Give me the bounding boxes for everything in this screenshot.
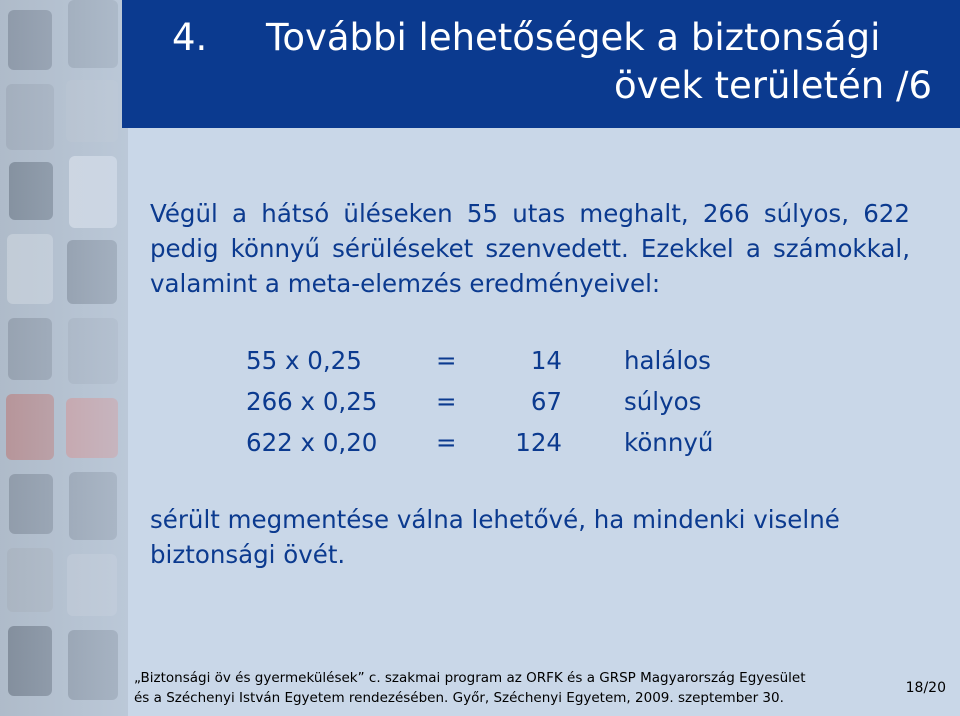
calc-equals: = [436, 428, 457, 457]
calc-expression: 55 x 0,25 [246, 346, 362, 375]
calc-label: halálos [624, 346, 711, 375]
calculation-row [246, 381, 766, 422]
calculation-row [246, 340, 766, 381]
calculation-row [246, 422, 766, 463]
title-number: 4. [172, 16, 208, 59]
calc-label: könnyű [624, 428, 714, 457]
title-line-1: További lehetőségek a biztonsági [266, 16, 881, 59]
conclusion-paragraph: sérült megmentése válna lehetővé, ha mindenki viselné biztonsági övét. [150, 505, 840, 569]
calc-result: 124 [515, 428, 562, 457]
footer-line-2: és a Széchenyi István Egyetem rendezésében. Győr, Széchenyi Egyetem, 2009. szeptember 30. [134, 690, 784, 706]
calc-result: 67 [530, 387, 562, 416]
title-line-2: övek területén /6 [614, 64, 932, 107]
page-number: 18/20 [905, 680, 946, 696]
calc-equals: = [436, 346, 457, 375]
calc-result: 14 [530, 346, 562, 375]
calc-expression: 622 x 0,20 [246, 428, 378, 457]
slide-content [150, 196, 910, 569]
calculation-table [246, 340, 766, 463]
calc-equals: = [436, 387, 457, 416]
intro-paragraph: Végül a hátsó üléseken 55 utas meghalt, 266 súlyos, 622 pedig könnyű sérüléseket szenvedett. Ezekkel a számokkal, valamint a meta-elemzés eredményeivel: [150, 199, 910, 298]
traffic-photo-strip [0, 0, 128, 716]
slide-footer [134, 668, 806, 708]
calc-expression: 266 x 0,25 [246, 387, 378, 416]
footer-line-1: „Biztonsági öv és gyermekülések” c. szakmai program az ORFK és a GRSP Magyarország Egyesület [134, 670, 806, 686]
calc-label: súlyos [624, 387, 702, 416]
